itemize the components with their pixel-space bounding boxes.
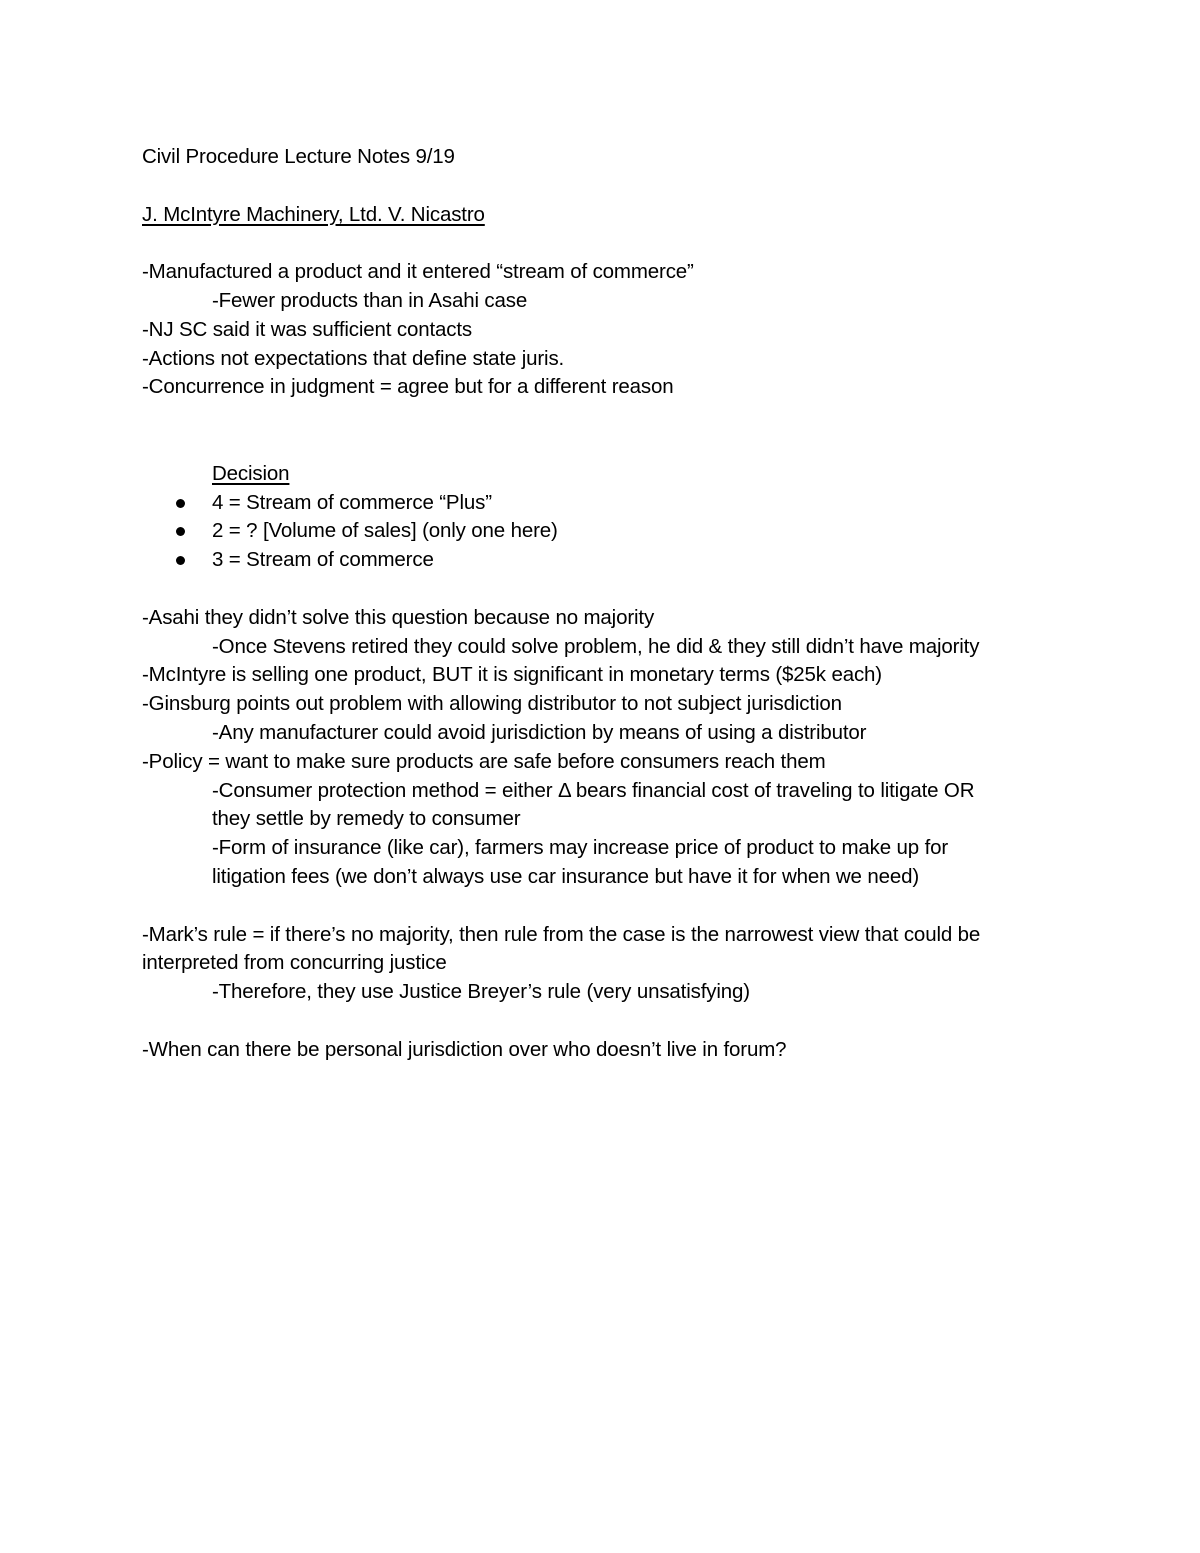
note-line: -Fewer products than in Asahi case (212, 288, 528, 312)
decision-item (142, 489, 1072, 518)
note-line: -Consumer protection method = either Δ bears financial cost of traveling to litigate OR (212, 778, 975, 802)
note-line: -Policy = want to make sure products are safe before consumers reach them (142, 749, 826, 773)
case-title: J. McIntyre Machinery, Ltd. V. Nicastro (142, 202, 485, 226)
decision-item-text: 4 = Stream of commerce “Plus” (212, 490, 492, 514)
note-line: -Manufactured a product and it entered “stream of commerce” (142, 260, 694, 284)
spacer (142, 172, 1072, 201)
document-title: Civil Procedure Lecture Notes 9/19 (142, 145, 455, 168)
note-line: -NJ SC said it was sufficient contacts (142, 317, 473, 341)
document-body (142, 143, 1072, 1065)
note-line: -Asahi they didn’t solve this question because no majority (142, 605, 655, 629)
decision-item-text: 3 = Stream of commerce (212, 548, 434, 572)
note-line: -Mark’s rule = if there’s no majority, then rule from the case is the narrowest view that could be (142, 922, 981, 946)
bullet-icon (176, 527, 185, 536)
note-line: they settle by remedy to consumer (212, 807, 521, 831)
note-line: -McIntyre is selling one product, BUT it is significant in monetary terms ($25k each) (142, 663, 882, 687)
note-line: -Once Stevens retired they could solve problem, he did & they still didn’t have majority (212, 634, 980, 658)
spacer (142, 1007, 1072, 1036)
decision-heading: Decision (212, 461, 290, 485)
note-line: -Actions not expectations that define state juris. (142, 346, 565, 370)
spacer (142, 229, 1072, 258)
bullet-icon (176, 556, 185, 565)
decision-item (142, 546, 1072, 575)
note-line: -Form of insurance (like car), farmers may increase price of product to make up for (212, 836, 949, 860)
note-line: -Ginsburg points out problem with allowing distributor to not subject jurisdiction (142, 692, 842, 716)
spacer (142, 892, 1072, 921)
spacer (142, 431, 1072, 460)
decision-item (142, 517, 1072, 546)
decision-list (142, 489, 1072, 575)
bullet-icon (176, 499, 185, 508)
note-line: -Therefore, they use Justice Breyer’s rule (very unsatisfying) (212, 980, 750, 1004)
spacer (142, 575, 1072, 604)
note-line: -When can there be personal jurisdiction over who doesn’t live in forum? (142, 1037, 787, 1061)
decision-item-text: 2 = ? [Volume of sales] (only one here) (212, 519, 558, 543)
note-line: -Any manufacturer could avoid jurisdiction by means of using a distributor (212, 720, 867, 744)
note-line: -Concurrence in judgment = agree but for a different reason (142, 375, 674, 399)
note-line: interpreted from concurring justice (142, 951, 447, 975)
note-line: litigation fees (we don’t always use car insurance but have it for when we need) (212, 864, 920, 888)
spacer (142, 402, 1072, 431)
